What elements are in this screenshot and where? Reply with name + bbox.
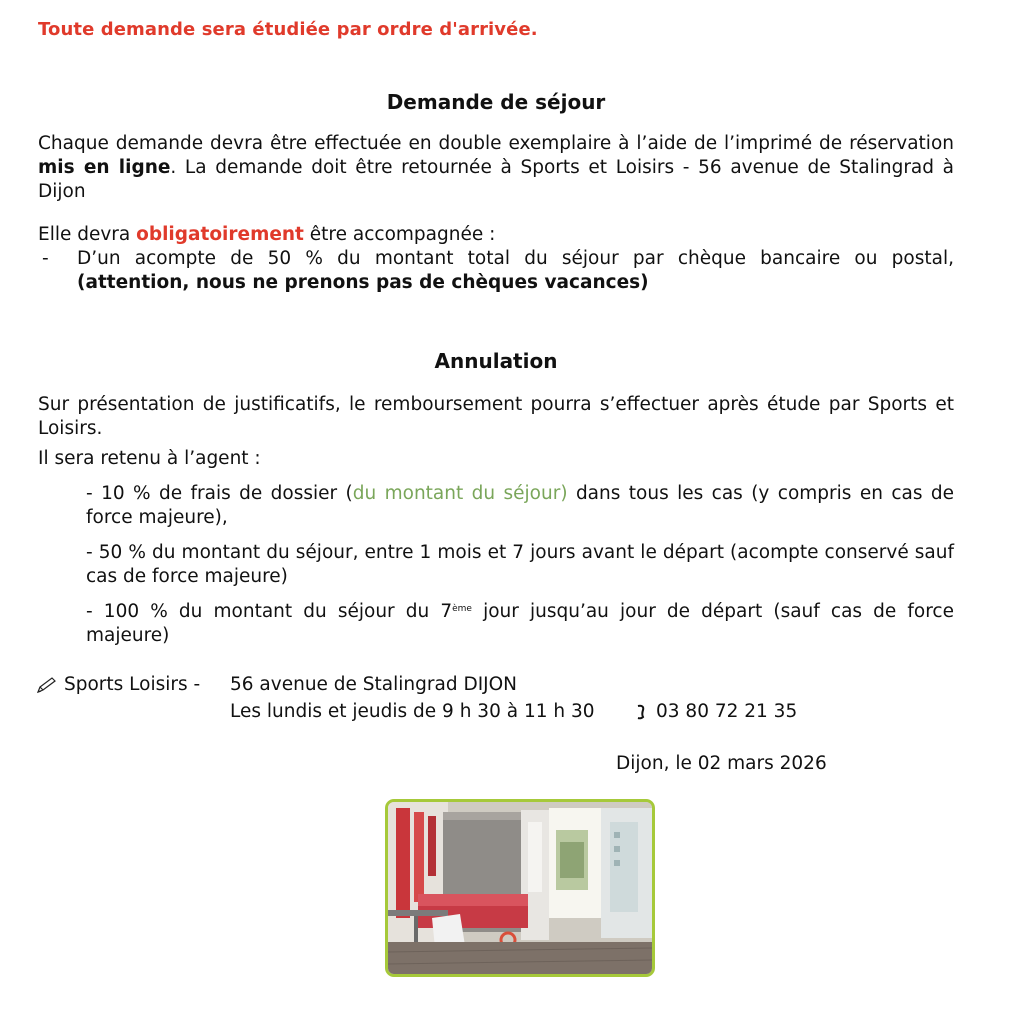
annulation-paragraph-2: Il sera retenu à l’agent :: [38, 448, 261, 469]
sejour-paragraph-2: [38, 223, 954, 247]
bold-text: mis en ligne: [38, 157, 171, 178]
bullet-dash: -: [42, 248, 49, 269]
green-text: du montant du séjour): [352, 483, 568, 504]
contact-hours: Les lundis et jeudis de 9 h 30 à 11 h 30: [230, 701, 595, 722]
text: - 10 % de frais de dossier (: [86, 483, 353, 504]
annulation-paragraph-1: Sur présentation de justificatifs, le remboursement pourra s’effectuer après étude par Sports et Loisirs.: [38, 394, 954, 439]
fee-item-2: - 50 % du montant du séjour, entre 1 mois et 7 jours avant le départ (acompte conservé sauf cas de force majeure): [86, 542, 954, 587]
text: être accompagnée :: [303, 224, 496, 245]
pen-icon: [36, 676, 58, 694]
contact-address: 56 avenue de Stalingrad DIJON: [230, 674, 518, 695]
emphasis-text: obligatoirement: [136, 224, 304, 245]
bold-text: (attention, nous ne prenons pas de chèques vacances): [77, 272, 649, 293]
text: Chaque demande devra être effectuée en double exemplaire à l’aide de l’imprimé de réservation: [38, 133, 954, 154]
section-title-sejour: Demande de séjour: [386, 90, 606, 114]
section-title-annulation: Annulation: [434, 349, 558, 373]
deposit-bullet: [77, 247, 954, 295]
text: - 100 % du montant du séjour du 7: [86, 601, 453, 622]
text: jour jusqu’au jour de départ (sauf cas de force majeure): [86, 601, 954, 646]
text: Elle devra: [38, 224, 137, 245]
text: D’un acompte de 50 % du montant total du séjour par chèque bancaire ou postal,: [77, 248, 954, 269]
superscript: ème: [452, 604, 472, 614]
arrival-order-notice: Toute demande sera étudiée par ordre d'arrivée.: [38, 19, 538, 40]
contact-phone: 03 80 72 21 35: [656, 701, 798, 722]
document-date: Dijon, le 02 mars 2026: [616, 753, 827, 774]
contact-org: Sports Loisirs -: [64, 674, 201, 695]
mobile-home-interior-photo: [385, 799, 655, 977]
text: . La demande doit être retournée à Sports et Loisirs - 56 avenue de Stalingrad à Dijon: [38, 157, 954, 202]
sejour-paragraph-1: [38, 132, 954, 204]
text: dans tous les cas (y compris en cas de force majeure),: [86, 483, 954, 528]
fee-item-1: [86, 482, 954, 530]
fee-item-3: [86, 600, 954, 648]
phone-icon: [636, 704, 646, 720]
